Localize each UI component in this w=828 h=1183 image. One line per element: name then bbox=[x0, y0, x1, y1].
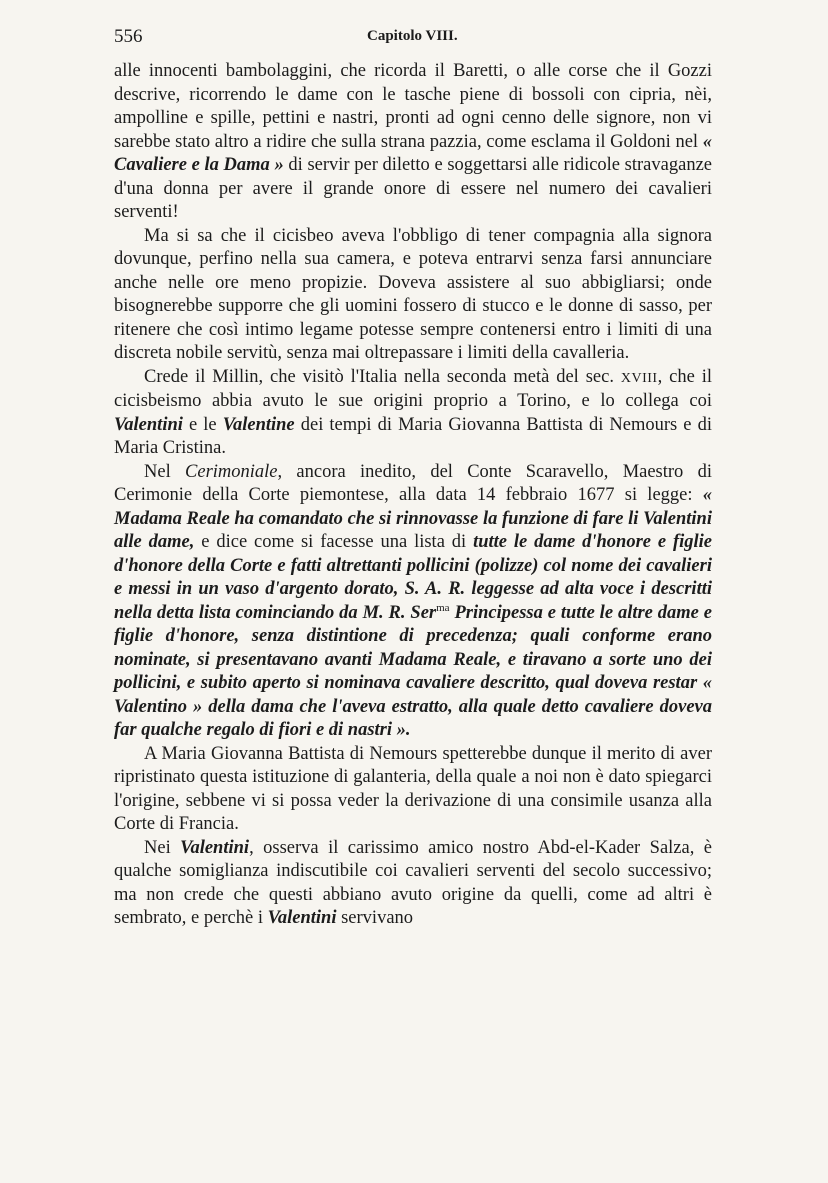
cerimoniale-title: Cerimoniale bbox=[185, 461, 278, 482]
paragraph-6 bbox=[114, 837, 712, 931]
quote-part-2: tutte le dame d'honore e figlie d'honore della Corte e fatti altrettanti pollicini (polizze) col nome dei cavalieri e messi in un vaso d'argento dorato, S. A. R. leggesse ad alta voce i descritti nella detta lista cominciando da M. R. Ser bbox=[114, 532, 712, 623]
paragraph-2: Ma si sa che il cicisbeo aveva l'obbligo di tener compagnia alla signora dovunque, perfino nella sua camera, e poteva entrarvi senza farsi annunciare anche nelle ore meno propizie. Doveva assistere al suo abbigliarsi; onde bisognerebbe supporre che gli uomini fossero di stucco e le donne di sasso, per ritenere che così intimo legame potesse sempre contenersi entro i limiti di una discreta nobile servitù, senza mai oltrepassare i limiti della cavalleria. bbox=[114, 225, 712, 363]
p6-text-c: servivano bbox=[336, 908, 414, 928]
valentine-term: Valentine bbox=[222, 414, 295, 435]
quote-part-1: « Madama Reale ha comandato che si rinnovasse la funzione di fare li Valentini alle dame, bbox=[114, 485, 712, 552]
paragraph-5: A Maria Giovanna Battista di Nemours spetterebbe dunque il merito di aver ripristinato questa istituzione di galanteria, della quale a noi non è dato spiegarci l'origine, sebbene vi si possa veder la derivazione di una consimile usanza alla Corte di Francia. bbox=[114, 743, 712, 834]
p1-text-b: di servir per diletto e soggettarsi alle ridicole stravaganze d'una donna per avere il grande onore di essere nel numero dei cavalieri serventi! bbox=[114, 155, 712, 222]
p3-text-d: dei tempi di Maria Giovanna Battista di Nemours e di Maria Cristina. bbox=[114, 414, 712, 458]
body-text bbox=[114, 60, 712, 931]
p4-text-b: , ancora inedito, del Conte Scaravello, Maestro di Cerimonie della Corte piemontese, alla data 14 febbraio 1677 si legge: bbox=[114, 461, 712, 505]
quote-part-3: Principessa e tutte le altre dame e figlie d'honore, senza distintione di precedenza; quali conforme erano nominate, si presentavano avanti Madama Reale, e tiravano a sorte uno dei pollicini, e subito aperto si nominava cavaliere descritto, qual doveva restar « Valentino » della dama che l'aveva estratto, alla quale detto cavaliere doveva far qualche regalo di fiori e di nastri ». bbox=[114, 602, 712, 740]
p4-text-c: e dice come si facesse una lista di bbox=[194, 532, 474, 552]
valentini-term: Valentini bbox=[114, 414, 183, 435]
paragraph-3 bbox=[114, 366, 712, 461]
page-header bbox=[114, 26, 714, 48]
superscript-ma: ma bbox=[436, 601, 450, 614]
p6-text-a: Nei bbox=[144, 837, 181, 858]
paragraph-4 bbox=[114, 461, 712, 743]
paragraph-1 bbox=[114, 60, 712, 225]
p4-text-a: Nel bbox=[144, 461, 186, 482]
p3-text-a: Crede il Millin, che visitò l'Italia nella seconda metà del sec. bbox=[144, 366, 621, 387]
p1-text-a: alle innocenti bambolaggini, che ricorda il Baretti, o alle corse che il Gozzi descrive, ricorrendo le dame con le tasche piene di bossoli con cipria, nèi, ampolline e spille, pettini e nastri, pronti ad ogni cenno delle signore, non vi sarebbe stato altro a ridire che sulla strana pazzia, come esclama il Goldoni nel bbox=[114, 61, 712, 152]
running-head: Capitolo VIII. bbox=[367, 28, 458, 44]
valentini-term-3: Valentini bbox=[267, 908, 337, 928]
p6-text-b: , osserva il carissimo amico nostro Abd-el-Kader Salza, è qualche somiglianza indiscutibile coi cavalieri serventi del secolo successivo; ma non crede che questi abbiano avuto origine da quelli, come ad altri è sembrato, e perchè i bbox=[114, 837, 713, 928]
p3-text-c: e le bbox=[182, 414, 223, 435]
century-numeral: XVIII bbox=[620, 370, 658, 386]
page-number: 556 bbox=[114, 26, 143, 47]
play-title: « Cavaliere e la Dama » bbox=[114, 131, 712, 175]
valentini-term-2: Valentini bbox=[180, 837, 250, 858]
p3-text-b: , che il cicisbeismo abbia avuto le sue origini proprio a Torino, e lo collega coi bbox=[114, 366, 712, 411]
